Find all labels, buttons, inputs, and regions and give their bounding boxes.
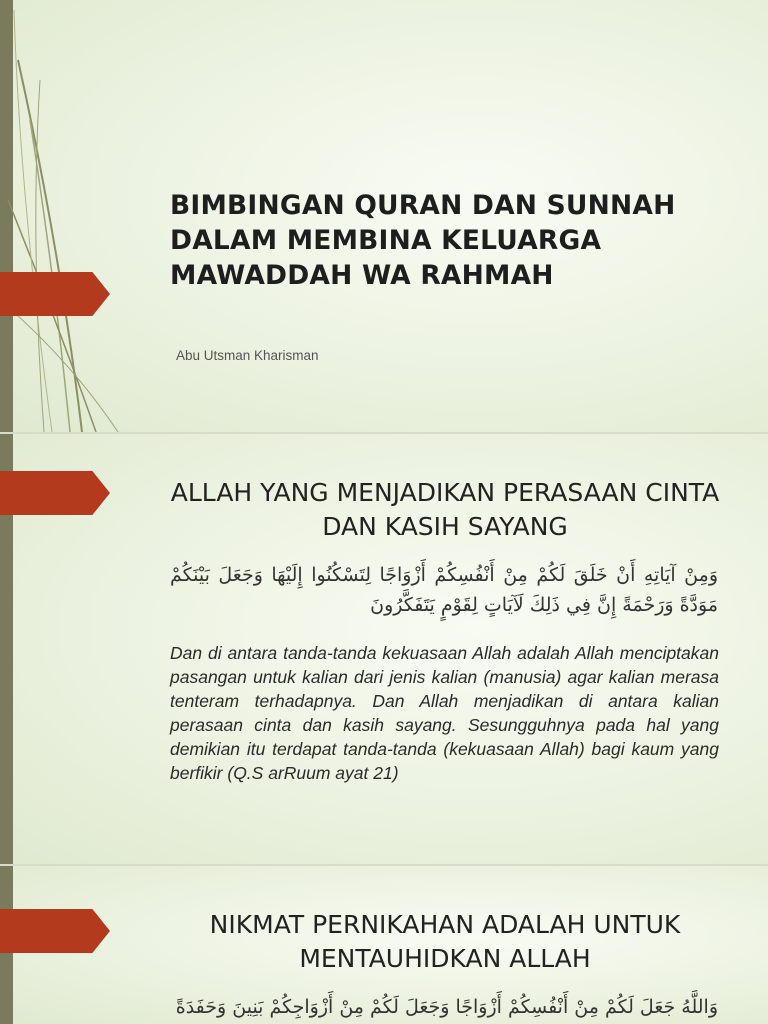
decorative-lines [0, 0, 140, 432]
slide-heading: ALLAH YANG MENJADIKAN PERASAAN CINTA DAN KASIH SAYANG [170, 478, 720, 541]
arabic-verse: وَمِنْ آيَاتِهِ أَنْ خَلَقَ لَكُمْ مِنْ أَنْفُسِكُمْ أَزْوَاجًا لِتَسْكُنُوا إِلَيْهَا وَجَعَلَ بَيْنَكُمْ مَوَدَّةً وَرَحْمَةً إِنَّ فِي ذَلِكَ لَآيَاتٍ لِقَوْمٍ يَتَفَكَّرُونَ [170, 564, 718, 616]
arabic-verse: وَاللَّهُ جَعَلَ لَكُمْ مِنْ أَنْفُسِكُمْ أَزْوَاجًا وَجَعَلَ لَكُمْ مِنْ أَزْوَاجِكُمْ بَنِينَ وَحَفَدَةً [175, 996, 718, 1018]
author-name: Abu Utsman Kharisman [176, 348, 319, 363]
arrow-marker [0, 272, 110, 316]
arrow-marker [0, 471, 110, 515]
slide-nikmat [0, 866, 768, 1024]
slide-title-text: BIMBINGAN QURAN DAN SUNNAH DALAM MEMBINA KELUARGA MAWADDAH WA RAHMAH [170, 190, 676, 291]
slide-title [0, 0, 768, 432]
verse-translation: Dan di antara tanda-tanda kekuasaan Allah adalah Allah menciptakan pasangan untuk kalian dari jenis kalian (manusia) agar kalian merasa tenteram terhadapnya. Dan Allah menjadikan di antara kalian perasaan cinta dan kasih sayang. Sesungguhnya pada hal yang demikian itu terdapat tanda-tanda (kekuasaan Allah) bagi kaum yang berfikir (Q.S arRuum ayat 21) [170, 643, 719, 783]
arrow-marker [0, 909, 110, 953]
slide-heading: NIKMAT PERNIKAHAN ADALAH UNTUK MENTAUHIDKAN ALLAH [209, 910, 681, 973]
slide-cinta [0, 434, 768, 864]
